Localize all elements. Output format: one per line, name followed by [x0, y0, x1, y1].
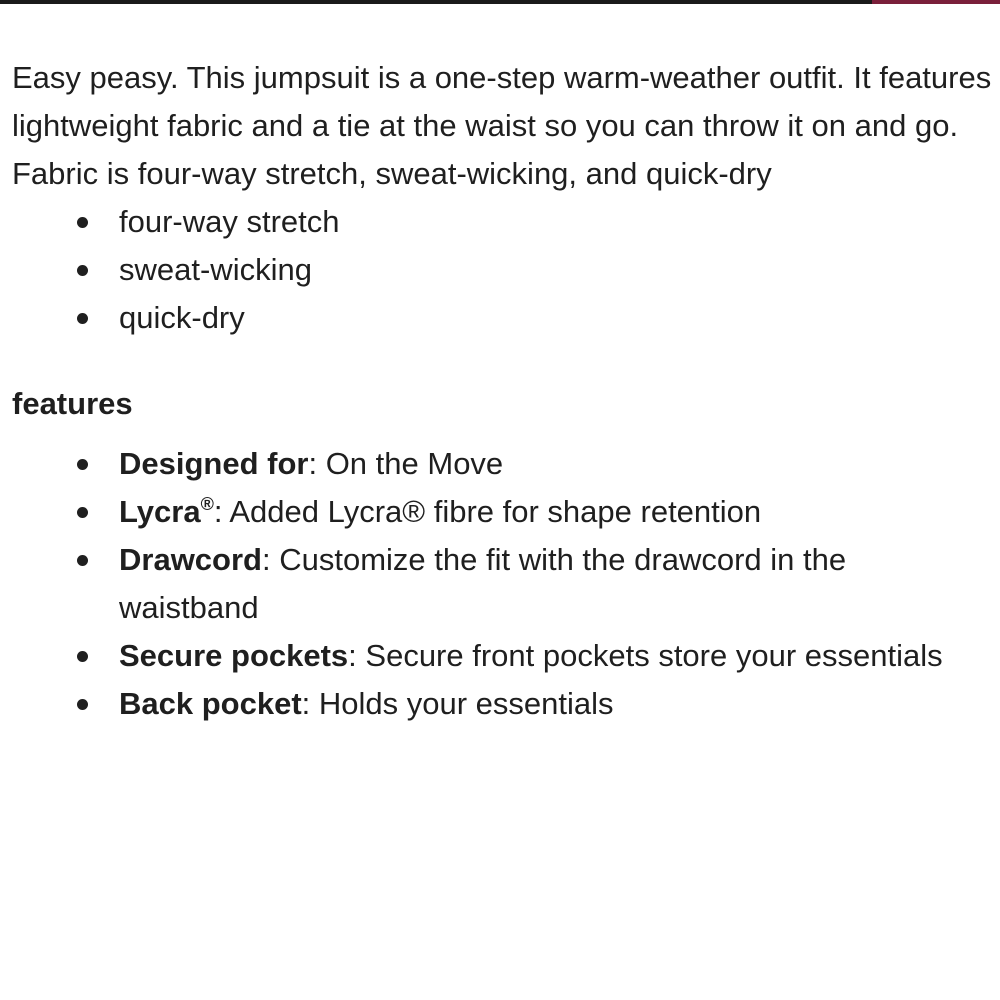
feature-text: : Customize the fit with the drawcord in the waistband [119, 542, 847, 625]
list-item: quick-dry [119, 294, 992, 342]
feature-label: Secure pockets [119, 638, 349, 673]
feature-text: : Holds your essentials [301, 686, 614, 721]
feature-drawcord [119, 536, 992, 632]
top-divider-accent [872, 0, 1000, 4]
top-divider [0, 0, 1000, 4]
feature-text: : Added Lycra® fibre for shape retention [213, 494, 762, 529]
features-list [12, 440, 992, 728]
feature-label: Drawcord [119, 542, 262, 577]
feature-label: Designed for [119, 446, 309, 481]
feature-text: : On the Move [308, 446, 504, 481]
intro-paragraph: Easy peasy. This jumpsuit is a one-step warm-weather outfit. It features lightweight fabric and a tie at the waist so you can throw it on and go. [12, 60, 992, 143]
list-item: four-way stretch [119, 198, 992, 246]
feature-lycra [119, 488, 992, 536]
feature-label: Back pocket [119, 686, 302, 721]
feature-text: : Secure front pockets store your essentials [348, 638, 943, 673]
feature-back-pocket [119, 680, 992, 728]
product-description [12, 54, 992, 728]
registered-mark: ® [200, 494, 214, 514]
feature-secure-pockets [119, 632, 992, 680]
fabric-bullet-list [12, 198, 992, 342]
feature-designed-for [119, 440, 992, 488]
top-divider-main [0, 0, 872, 4]
feature-label [119, 494, 214, 529]
features-heading: features [12, 386, 133, 421]
feature-label-text: Lycra [119, 494, 201, 529]
list-item: sweat-wicking [119, 246, 992, 294]
fabric-line: Fabric is four-way stretch, sweat-wicking, and quick-dry [12, 156, 772, 191]
